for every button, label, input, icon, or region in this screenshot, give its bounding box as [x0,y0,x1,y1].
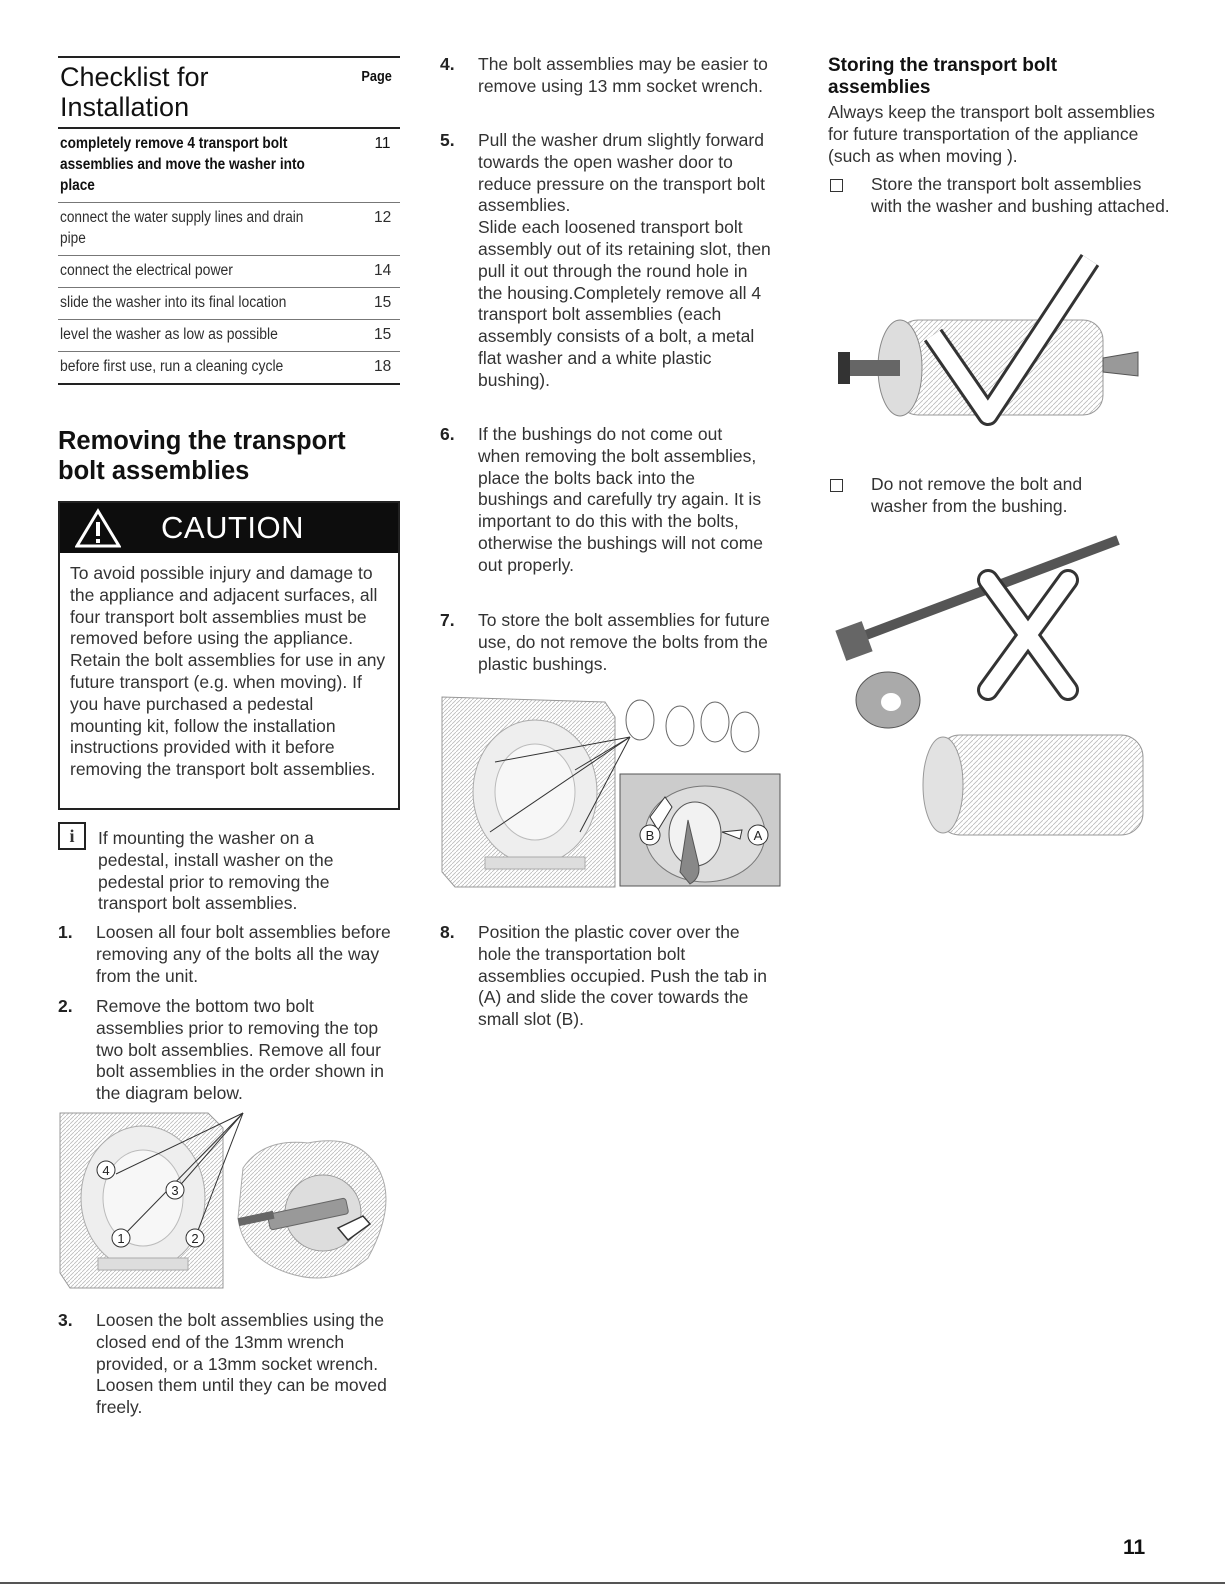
storing-title: Storing the transport bolt assemblies [828,55,1058,98]
step-text: Loosen the bolt assemblies using the closed end of the 13mm wrench provided, or a 13mm socket wrench. Loosen them until they can be moved freely. [96,1310,387,1418]
checklist-row-text: slide the washer into its final location [60,294,287,311]
checklist-row-text: before first use, run a cleaning cycle [60,358,284,375]
order-marker-2 [186,1229,204,1247]
caution-header [60,503,398,553]
step-text: Pull the washer drum slightly forward towards the open washer door to reduce pressure on the transport bolt assemblies. [478,130,765,216]
step-text: Remove the bottom two bolt assemblies prior to removing the top two bolt assemblies. Remove all four bolt assemblies in the order shown in the diagram below. [96,996,384,1104]
step-number: 2. [58,996,73,1016]
storing-intro: Always keep the transport bolt assemblies for future transportation of the appliance (such as when moving ). [828,102,1155,166]
step-item [58,996,396,1105]
step-number: 1. [58,922,73,942]
svg-text:1: 1 [117,1231,125,1246]
step-item [440,610,785,675]
plastic-covers-row [626,700,759,752]
svg-text:4: 4 [102,1163,110,1178]
washer-rear-illustration [442,697,615,887]
caution-heading: CAUTION [161,510,304,545]
order-marker-3 [166,1181,184,1199]
svg-text:2: 2 [191,1231,199,1246]
step-text-continued: Slide each loosened transport bolt assembly out of its retaining slot, then pull it out through the round hole in the housing.Completely remove all 4 transport bolt assemblies (each assembly consists of a bolt, a metal flat washer and a white plastic bushing). [478,217,771,390]
loose-bushing [923,735,1143,835]
step-item [58,1310,396,1419]
step-text-block [478,130,785,392]
warning-icon [75,508,121,548]
order-marker-1 [112,1229,130,1247]
checklist-row-page: 11 [374,135,391,152]
washer-rear-illustration [60,1113,223,1288]
step-item [440,130,785,392]
step-text: Loosen all four bolt assemblies before removing any of the bolts all the way from the unit. [96,922,391,986]
step-text: If the bushings do not come out when removing the bolt assemblies, place the bolts back into the bushings and carefully try again. It is important to do this with the bolts, otherwise the bushings will not come out properly. [478,424,764,575]
checklist-row [58,320,400,352]
step-item [58,922,396,987]
checklist-row [58,288,400,320]
checklist-row [58,129,400,203]
checklist-row-page: 15 [374,294,392,311]
info-icon: i [58,822,86,850]
checklist-row-text: completely remove 4 transport bolt assemblies and move the washer into place [60,135,305,194]
bolt-removal-detail [238,1141,386,1278]
x-mark-icon [988,580,1068,690]
storing-bullet-text: Store the transport bolt assemblies with the washer and bushing attached. [871,174,1170,216]
checklist-row-text: connect the water supply lines and drain pipe [60,209,304,247]
checklist-header [58,56,400,122]
checklist-title: Checklist for Installation [60,62,209,122]
step-item [440,424,785,577]
svg-text:A: A [753,828,763,843]
checklist-row-text: connect the electrical power [60,262,233,279]
step-number: 7. [440,610,455,630]
checklist-row-text: level the washer as low as possible [60,326,278,343]
checkbox-icon [830,179,843,192]
removal-order-diagram [58,1108,398,1293]
storing-bullet [828,174,1178,218]
checklist-row-page: 15 [374,326,392,343]
storing-bullet [828,474,1178,518]
step-number: 3. [58,1310,73,1330]
step-text: Position the plastic cover over the hole the transportation bolt assemblies occupied. Push the tab in (A) and slide the cover towards the small slot (B). [478,922,767,1030]
checklist-table [58,127,400,385]
info-note [58,822,400,915]
label-b-marker [640,825,660,845]
label-a-marker [748,825,768,845]
checklist-row-page: 14 [374,262,392,279]
step-item [440,54,785,98]
caution-text: To avoid possible injury and damage to the appliance and adjacent surfaces, all four transport bolt assemblies must be removed before using the appliance. Retain the bolt assemblies for use in any future transport (e.g. when moving). If you have purchased a pedestal mounting kit, follow the installation instructions provided with it before removing the transport bolt assemblies. [70,563,386,780]
checklist-row-page: 18 [374,358,392,375]
loose-bolt [835,540,1118,661]
svg-text:B: B [645,828,655,843]
info-note-text: If mounting the washer on a pedestal, install washer on the pedestal prior to removing the transport bolt assemblies. [98,828,334,914]
incorrect-storage-illustration [828,520,1158,855]
checkbox-icon [830,479,843,492]
step-number: 5. [440,130,455,150]
order-marker-4 [97,1161,115,1179]
checklist-row [58,256,400,288]
step-number: 8. [440,922,455,942]
checklist-page-label: Page [361,68,392,85]
checklist-row [58,203,400,256]
step-text: The bolt assemblies may be easier to remove using 13 mm socket wrench. [478,54,768,96]
cover-installation-diagram [440,692,785,892]
svg-text:3: 3 [171,1183,179,1198]
loose-washer [856,672,920,728]
step-number: 6. [440,424,455,444]
step-item [440,922,785,1031]
step-text: To store the bolt assemblies for future use, do not remove the bolts from the plastic bushings. [478,610,770,674]
caution-box [58,501,400,810]
page-bottom-rule [0,1582,1225,1584]
page-number: 11 [1123,1536,1146,1559]
section-title: Removing the transport bolt assemblies [58,427,346,485]
step-number: 4. [440,54,455,74]
correct-storage-illustration [828,240,1158,460]
checklist-row [58,352,400,383]
storing-bullet-text: Do not remove the bolt and washer from the bushing. [871,474,1083,516]
checklist-row-page: 12 [374,209,392,226]
